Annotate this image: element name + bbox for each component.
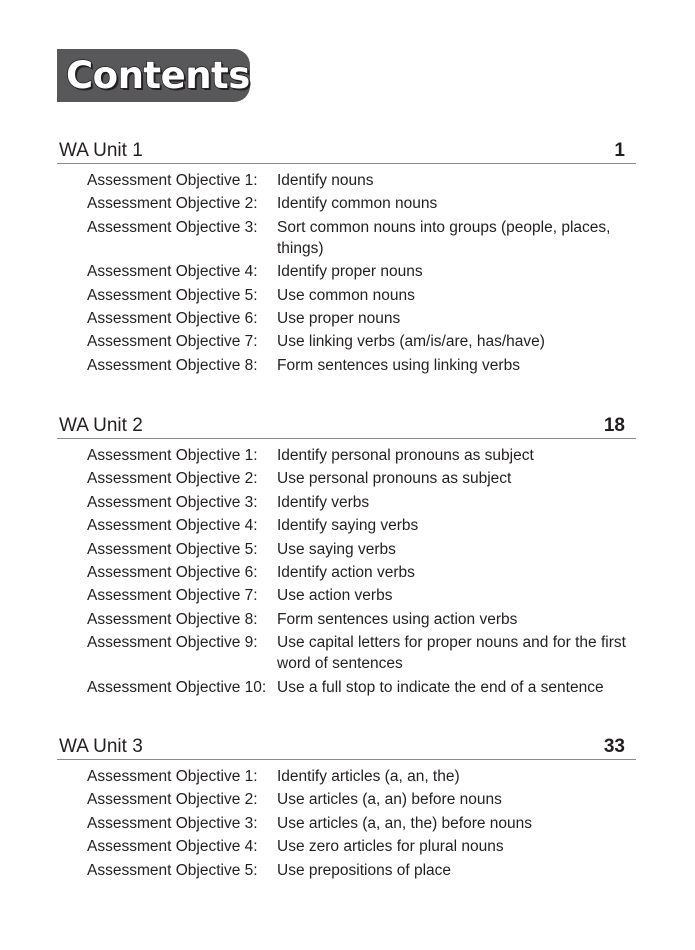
objective-label: Assessment Objective 6:	[87, 563, 258, 581]
unit-section-3	[57, 738, 636, 883]
objective-item	[57, 468, 636, 489]
objective-text: Use proper nouns	[277, 309, 401, 327]
unit-page-number[interactable]: 33	[603, 736, 625, 757]
objective-text: Form sentences using linking verbs	[277, 356, 520, 374]
objective-label: Assessment Objective 4:	[87, 517, 258, 535]
objective-text: Use zero articles for plural nouns	[277, 838, 504, 856]
objective-text: Use linking verbs (am/is/are, has/have)	[277, 333, 545, 351]
objective-label: Assessment Objective 7:	[87, 333, 258, 351]
objective-text: Identify articles (a, an, the)	[277, 768, 460, 785]
contents-title-badge	[57, 49, 250, 102]
objective-text: Use personal pronouns as subject	[277, 470, 512, 488]
objective-text: Form sentences using action verbs	[277, 610, 518, 628]
unit-page-number[interactable]: 1	[614, 140, 625, 161]
objective-text: Identify personal pronouns as subject	[277, 447, 534, 464]
objective-label: Assessment Objective 10:	[87, 678, 267, 696]
objective-text: Use articles (a, an, the) before nouns	[277, 814, 533, 832]
objective-label: Assessment Objective 4:	[87, 263, 258, 281]
objective-text: Use prepositions of place	[277, 861, 452, 879]
objective-item	[57, 813, 636, 834]
objective-item	[57, 261, 636, 282]
objective-label: Assessment Objective 5:	[87, 286, 258, 304]
objective-text: Use saying verbs	[277, 540, 396, 558]
objective-item	[57, 789, 636, 810]
unit-header[interactable]	[57, 738, 636, 760]
unit-page-number[interactable]: 18	[603, 415, 625, 436]
objective-item	[57, 331, 636, 352]
objective-item	[57, 492, 636, 513]
objective-label: Assessment Objective 1:	[87, 768, 258, 785]
objective-text: Identify saying verbs	[277, 517, 419, 535]
objective-item	[57, 562, 636, 583]
objective-label: Assessment Objective 8:	[87, 356, 258, 374]
objective-item	[57, 539, 636, 560]
objective-label: Assessment Objective 3:	[87, 814, 258, 832]
objective-text: Identify action verbs	[277, 563, 415, 581]
objective-text: Use action verbs	[277, 587, 393, 605]
objective-label: Assessment Objective 3:	[87, 493, 258, 511]
unit-section-1	[57, 142, 636, 378]
objective-text: Use a full stop to indicate the end of a sentence	[277, 678, 604, 696]
objective-item	[57, 766, 636, 787]
objective-label: Assessment Objective 5:	[87, 540, 258, 558]
objective-label: Assessment Objective 2:	[87, 195, 258, 213]
objective-item	[57, 836, 636, 857]
objective-label: Assessment Objective 6:	[87, 309, 258, 327]
objective-item	[57, 677, 636, 698]
unit-title[interactable]: WA Unit 1	[59, 140, 143, 161]
objective-text: Sort common nouns into groups (people, places, things)	[277, 218, 611, 257]
objective-label: Assessment Objective 5:	[87, 861, 258, 879]
objective-label: Assessment Objective 9:	[87, 634, 258, 652]
objective-item	[57, 632, 636, 674]
unit-header[interactable]	[57, 142, 636, 164]
objective-list	[57, 170, 636, 376]
objective-item	[57, 445, 636, 466]
objective-text: Use common nouns	[277, 286, 415, 304]
objective-item	[57, 193, 636, 214]
objective-label: Assessment Objective 2:	[87, 470, 258, 488]
objective-item	[57, 170, 636, 191]
objective-label: Assessment Objective 4:	[87, 838, 258, 856]
objective-text: Identify verbs	[277, 493, 370, 511]
objective-item	[57, 609, 636, 630]
objective-label: Assessment Objective 3:	[87, 218, 258, 236]
objective-list	[57, 445, 636, 698]
unit-title[interactable]: WA Unit 3	[59, 736, 143, 757]
objective-text: Use articles (a, an) before nouns	[277, 791, 502, 809]
objective-text: Identify proper nouns	[277, 263, 423, 281]
objective-item	[57, 285, 636, 306]
objective-item	[57, 217, 636, 259]
unit-header[interactable]	[57, 417, 636, 439]
objective-text: Identify common nouns	[277, 195, 438, 213]
page-title: Contents	[66, 54, 250, 97]
objective-list	[57, 766, 636, 881]
unit-title[interactable]: WA Unit 2	[59, 415, 143, 436]
objective-item	[57, 308, 636, 329]
unit-section-2	[57, 417, 636, 700]
objective-label: Assessment Objective 7:	[87, 587, 258, 605]
objective-text: Identify nouns	[277, 172, 374, 189]
objective-item	[57, 860, 636, 881]
objective-label: Assessment Objective 2:	[87, 791, 258, 809]
objective-text: Use capital letters for proper nouns and for the first word of sentences	[277, 634, 626, 673]
objective-item	[57, 355, 636, 376]
objective-label: Assessment Objective 1:	[87, 447, 258, 464]
objective-item	[57, 515, 636, 536]
objective-label: Assessment Objective 1:	[87, 172, 258, 189]
objective-item	[57, 585, 636, 606]
objective-label: Assessment Objective 8:	[87, 610, 258, 628]
